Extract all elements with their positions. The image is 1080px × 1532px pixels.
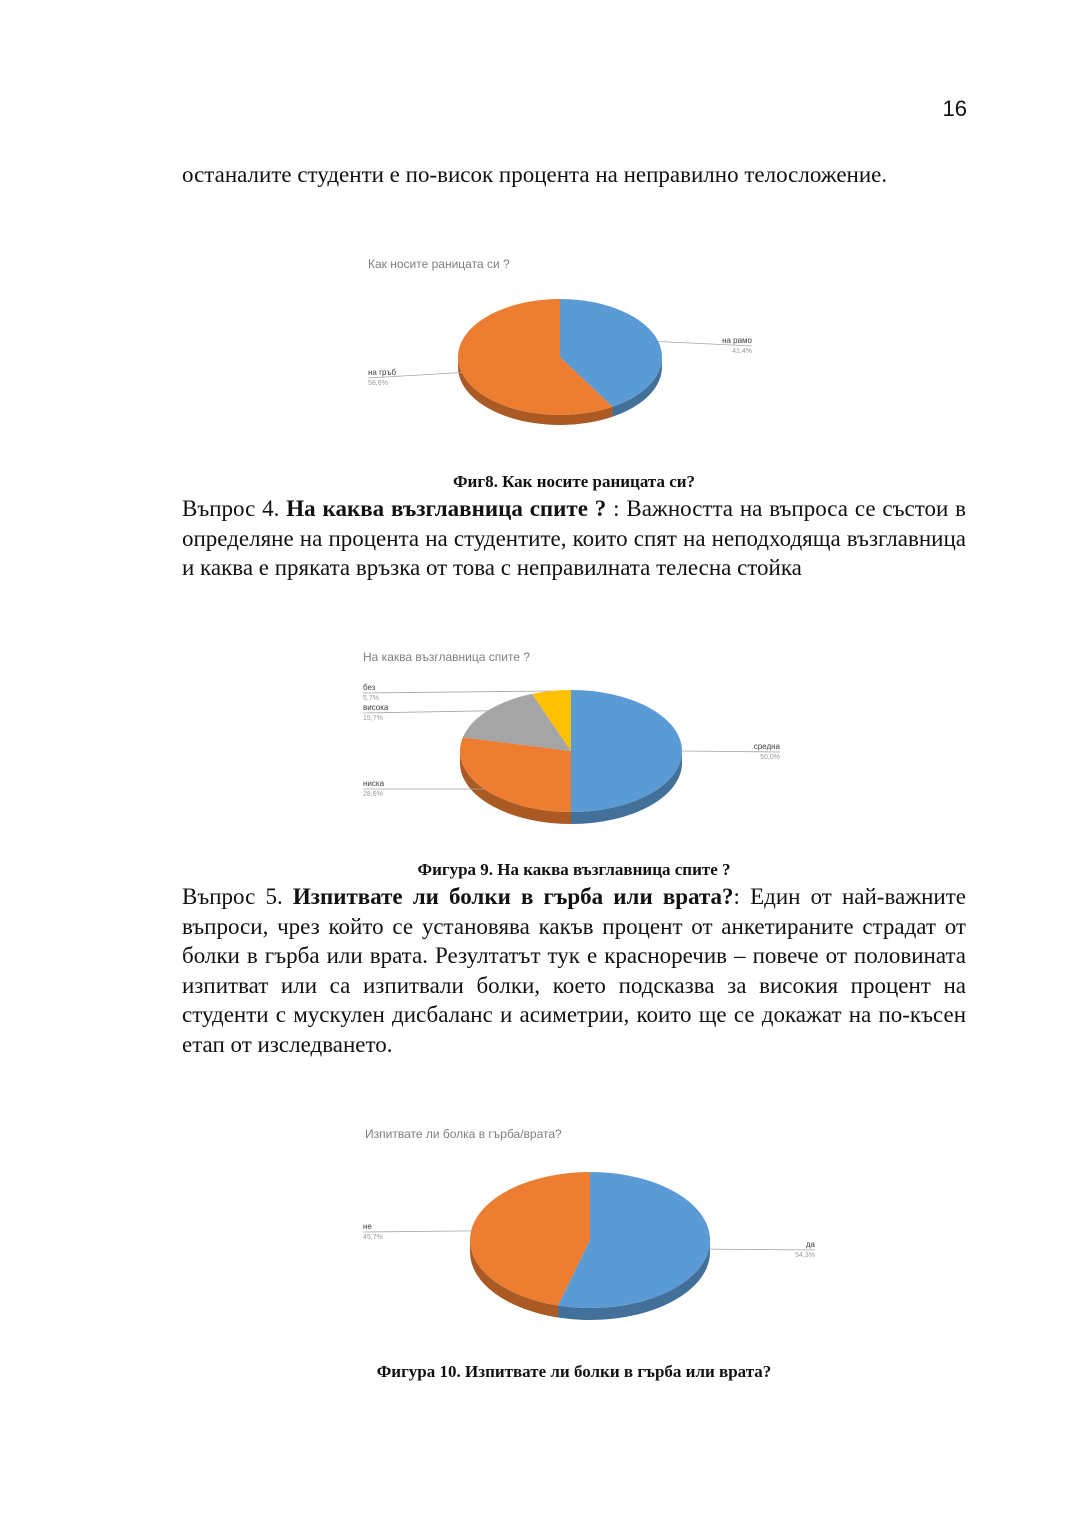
chart-title: Изпитвате ли болка в гърба/врата? [365,1127,562,1141]
page-number: 16 [942,96,967,121]
q5-title: Изпитвате ли болки в гърба или врата? [292,884,734,909]
slice-value-на-рамо: 41,4% [732,348,752,355]
leader-line-да [709,1249,815,1250]
slice-label-висока: висока [363,703,389,712]
caption-fig9: Фигура 9. На каква възглавница спите ? [417,860,731,879]
q4-prefix: Въпрос 4. [182,496,287,521]
slice-label-на-рамо: на рамо [722,336,752,345]
pie-chart-backpack [360,252,780,452]
slice-label-на-гръб: на гръб [368,368,397,377]
pie-chart-back-pain [355,1120,825,1335]
q4-title: На каква възглавница спите ? [286,496,607,521]
chart-title: Как носите раницата си ? [368,257,510,271]
slice-value-средна: 50,0% [760,754,780,761]
q5-text: : Един от най-важните въпроси, чрез който се установява какъв процент от анкетираните страдат от болки в гърба или врата. Резултатът тук е красноречив – повече от половината изпитват или са изпитвали болки, което подсказва за високия процент на студенти с мускулен дисбаланс и асиметрии, които ще се докажат на по-късен етап от изследването. [182,884,966,1057]
leader-line-без [363,691,551,693]
q5-prefix: Въпрос 5. [182,884,293,909]
paragraph-question-4 [182,494,966,583]
chart-title: На каква възглавница спите ? [363,650,530,664]
slice-label-без: без [363,683,376,692]
slice-label-ниска: ниска [363,779,385,788]
pie-chart-pillow [355,645,795,840]
slice-value-на-гръб: 58,6% [368,380,388,387]
slice-label-средна: средна [753,742,780,751]
q4-text: : Важността на въпроса се състои в определяне на процента на студентите, които спят на неподходяща възглавница и каква е пряката връзка от това с неправилната телесна стойка [182,496,967,580]
slice-label-да: да [805,1240,815,1249]
slice-value-без: 5,7% [363,695,379,702]
leader-line-средна [682,751,780,752]
slice-value-висока: 15,7% [363,715,383,722]
slice-value-не: 45,7% [363,1234,383,1241]
leader-line-не [363,1231,471,1232]
caption-fig10: Фигура 10. Изпитвате ли болки в гърба или врата? [376,1362,772,1381]
slice-value-ниска: 28,6% [363,791,383,798]
slice-value-да: 54,3% [795,1252,815,1259]
paragraph-intro: останалите студенти е по-висок процента на неправилно телосложение. [182,162,888,187]
caption-fig8: Фиг8. Как носите раницата си? [452,472,696,491]
paragraph-question-5 [182,882,966,1059]
slice-label-не: не [363,1222,372,1231]
